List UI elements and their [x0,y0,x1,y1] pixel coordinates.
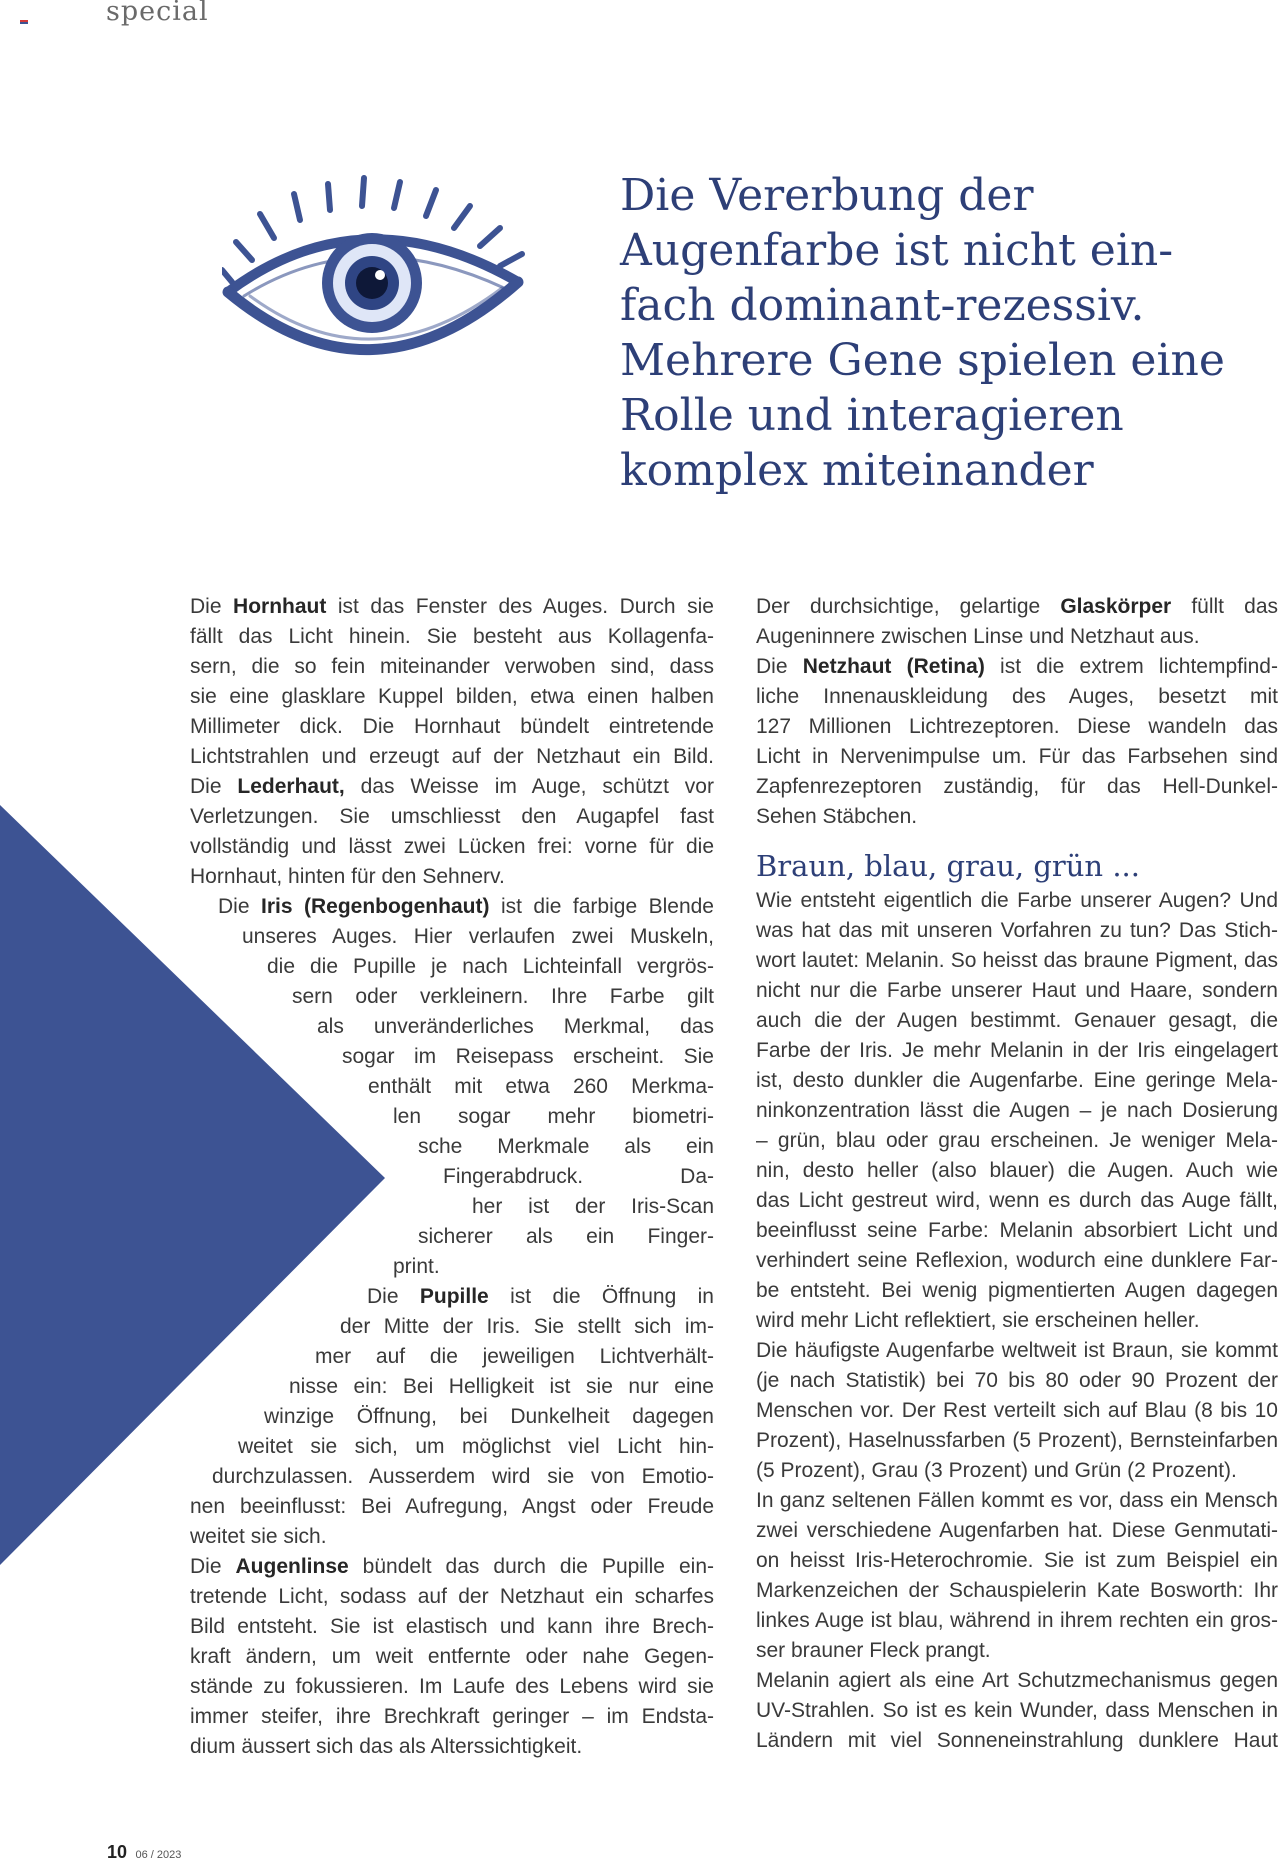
text-segment: Verletzungen. Sie umschliesst den Augapfel fast [190,805,714,828]
bold-term: Netzhaut (Retina) [802,655,985,678]
text-line [756,1216,1278,1246]
text-line [190,1372,714,1402]
text-segment: Millimeter dick. Die Hornhaut bündelt eintretende [190,715,714,738]
text-segment: (je nach Statistik) bei 70 bis 80 oder 90 Prozent der [756,1369,1278,1392]
text-segment: sicherer als ein Finger- [418,1225,714,1248]
text-segment: Augeninnere zwischen Linse und Netzhaut aus. [756,625,1200,648]
text-line [756,886,1278,916]
text-segment: (5 Prozent), Grau (3 Prozent) und Grün (2 Prozent). [756,1459,1237,1482]
text-segment: die die Pupille je nach Lichteinfall vergrös- [267,955,714,978]
text-line [756,1066,1278,1096]
text-segment: winzige Öffnung, bei Dunkelheit dagegen [264,1405,714,1428]
text-line [756,1186,1278,1216]
text-segment: zwei verschiedene Augenfarben hat. Diese Genmutati- [756,1519,1278,1542]
text-segment: nicht nur die Farbe unserer Haut und Haare, sondern [756,979,1278,1002]
left-column [190,592,714,1762]
page-footer [107,1842,181,1863]
text-line [190,1162,714,1192]
text-segment: 127 Millionen Lichtrezeptoren. Diese wandeln das [756,715,1278,738]
text-line [756,1576,1278,1606]
text-segment: sche Merkmale als ein [418,1135,714,1158]
text-segment: das Weisse im Auge, schützt vor [344,775,714,798]
text-line [756,772,1278,802]
text-line [756,1036,1278,1066]
text-segment: nisse ein: Bei Helligkeit ist sie nur eine [289,1375,714,1398]
text-segment: Hornhaut, hinten für den Sehnerv. [190,865,505,888]
text-line [190,1192,714,1222]
text-line [756,1396,1278,1426]
text-line [190,1552,714,1582]
text-line [190,652,714,682]
text-line [190,1102,714,1132]
text-line [190,1582,714,1612]
text-segment: kraft ändern, um weit entfernte oder nahe Gegen- [190,1645,714,1668]
text-segment: als unveränderliches Merkmal, das [317,1015,714,1038]
text-line [756,802,1278,832]
text-line [756,742,1278,772]
text-line [756,1726,1278,1756]
text-segment: Die [367,1285,420,1308]
text-segment: stände zu fokussieren. Im Laufe des Lebens wird sie [190,1675,714,1698]
text-segment: der Mitte der Iris. Sie stellt sich im- [340,1315,714,1338]
text-segment: UV-Strahlen. So ist es kein Wunder, dass Menschen in [756,1699,1278,1722]
text-segment: ist die farbige Blende [489,895,714,918]
text-segment: durchzulassen. Ausserdem wird sie von Emotio- [212,1465,714,1488]
text-segment: verhindert seine Reflexion, wodurch eine dunklere Far- [756,1249,1278,1272]
text-line [756,976,1278,1006]
text-line [190,1132,714,1162]
text-segment: Die häufigste Augenfarbe weltweit ist Braun, sie kommt [756,1339,1278,1362]
text-line [190,1282,714,1312]
text-line [756,622,1278,652]
text-line [756,712,1278,742]
text-segment: wird mehr Licht reflektiert, sie erscheinen heller. [756,1309,1200,1332]
text-segment: fällt das Licht hinein. Sie besteht aus Kollagenfa- [190,625,714,648]
text-line [756,1366,1278,1396]
flag-icon [20,20,28,24]
text-line [756,1156,1278,1186]
bold-term: Hornhaut [233,595,327,618]
bold-term: Glaskörper [1060,595,1172,618]
text-segment: her ist der Iris-Scan [472,1195,714,1218]
text-line [190,862,714,892]
text-line [756,1486,1278,1516]
text-segment: Bild entsteht. Sie ist elastisch und kann ihre Brech- [190,1615,714,1638]
text-line [756,1636,1278,1666]
text-segment: Fingerabdruck. Da- [443,1165,714,1188]
bold-term: Iris (Regenbogenhaut) [260,895,490,918]
text-segment: ninkonzentration lässt die Augen – je nach Dosierung [756,1099,1278,1122]
text-segment: ist die Öffnung in [488,1285,714,1308]
text-segment: Menschen vor. Der Rest verteilt sich auf Blau (8 bis 10 [756,1399,1278,1422]
bold-term: Pupille [419,1285,489,1308]
text-line [190,1522,714,1552]
issue-date: 06 / 2023 [135,1849,182,1861]
text-segment: auch die der Augen bestimmt. Genauer gesagt, die [756,1009,1278,1032]
text-segment: Prozent), Haselnussfarben (5 Prozent), Bernsteinfarben [756,1429,1278,1452]
text-segment: beeinflusst seine Farbe: Melanin absorbiert Licht und [756,1219,1278,1242]
headline-line: Rolle und interagieren [620,390,1124,441]
text-segment: be entsteht. Bei wenig pigmentierten Augen dagegen [756,1279,1278,1302]
text-line [190,1402,714,1432]
text-segment: bündelt das durch die Pupille ein- [348,1555,714,1578]
headline-line: Die Vererbung der [620,170,1034,221]
text-line [190,1072,714,1102]
text-segment: ist das Fenster des Auges. Durch sie [326,595,714,618]
text-segment: In ganz seltenen Fällen kommt es vor, dass ein Mensch [756,1489,1278,1512]
text-line [190,832,714,862]
text-segment: weitet sie sich, um möglichst viel Licht hin- [238,1435,714,1458]
text-line [190,1312,714,1342]
text-segment: enthält mit etwa 260 Merkma- [368,1075,714,1098]
text-segment: len sogar mehr biometri- [393,1105,714,1128]
subheading: Braun, blau, grau, grün ... [756,849,1140,883]
text-segment: ser brauner Fleck prangt. [756,1639,991,1662]
right-column-body [756,886,1278,1756]
text-line [190,1492,714,1522]
text-line [190,1342,714,1372]
text-line [190,622,714,652]
text-line [756,1516,1278,1546]
text-line [756,1006,1278,1036]
text-segment: das Licht gestreut wird, wenn es durch das Auge fällt, [756,1189,1278,1212]
text-segment: – grün, blau oder grau erscheinen. Je weniger Mela- [756,1129,1278,1152]
text-segment: Farbe der Iris. Je mehr Melanin in der Iris eingelagert [756,1039,1278,1062]
text-line [756,592,1278,622]
text-line [190,1462,714,1492]
text-segment: Die [218,895,261,918]
text-line [756,1606,1278,1636]
headline [620,168,1260,498]
text-segment: tretende Licht, sodass auf der Netzhaut ein scharfes [190,1585,714,1608]
text-segment: Lichtstrahlen und erzeugt auf der Netzhaut ein Bild. [190,745,714,768]
text-segment: on heisst Iris-Heterochromie. Sie ist zum Beispiel ein [756,1549,1278,1572]
text-line [190,1732,714,1762]
text-line [190,1222,714,1252]
text-segment: mer auf die jeweiligen Lichtverhält- [315,1345,714,1368]
text-segment: was hat das mit unseren Vorfahren zu tun? Das Stich- [756,919,1278,942]
text-segment: Sehen Stäbchen. [756,805,918,828]
bold-term: Lederhaut, [237,775,345,798]
text-line [190,982,714,1012]
text-line [190,952,714,982]
right-column-intro [756,592,1278,832]
text-segment: ist, desto dunkler die Augenfarbe. Eine geringe Mela- [756,1069,1278,1092]
text-line [190,1672,714,1702]
text-segment: Licht in Nervenimpulse um. Für das Farbsehen sind [756,745,1278,768]
text-line [756,1246,1278,1276]
text-segment: sern oder verkleinern. Ihre Farbe gilt [292,985,714,1008]
text-segment: Der durchsichtige, gelartige [756,595,1061,618]
text-segment: Die [190,1555,236,1578]
eye-highlight [375,270,385,280]
text-line [756,1666,1278,1696]
text-line [190,682,714,712]
headline-line: komplex miteinander [620,445,1094,496]
text-segment: füllt das [1171,595,1278,618]
text-line [756,682,1278,712]
text-line [190,712,714,742]
text-line [190,1012,714,1042]
text-segment: linkes Auge ist blau, während in ihrem rechten ein gros- [756,1609,1278,1632]
text-line [756,1276,1278,1306]
text-segment: Wie entsteht eigentlich die Farbe unserer Augen? Und [756,889,1278,912]
text-segment: unseres Auges. Hier verlaufen zwei Muskeln, [242,925,714,948]
text-line [190,742,714,772]
text-line [756,916,1278,946]
text-segment: wort lautet: Melanin. So heisst das braune Pigment, das [756,949,1278,972]
text-line [190,1612,714,1642]
text-line [190,1042,714,1072]
text-line [756,1126,1278,1156]
text-segment: Die [756,655,803,678]
text-segment: nin, desto heller (also blauer) die Augen. Auch wie [756,1159,1278,1182]
text-line [190,802,714,832]
text-line [190,1252,714,1282]
text-line [756,1456,1278,1486]
text-segment: liche Innenauskleidung des Auges, besetzt mit [756,685,1278,708]
text-line [190,1642,714,1672]
headline-line: Augenfarbe ist nicht ein- [620,225,1174,276]
text-line [190,892,714,922]
text-segment: sern, die so fein miteinander verwoben sind, dass [190,655,714,678]
text-line [190,1432,714,1462]
text-line [756,652,1278,682]
text-line [756,1096,1278,1126]
text-line [190,772,714,802]
headline-line: fach dominant-rezessiv. [620,280,1145,331]
text-segment: ist die extrem lichtempfind- [984,655,1278,678]
text-segment: Ländern mit viel Sonneneinstrahlung dunklere Haut [756,1729,1278,1752]
text-line [190,922,714,952]
text-line [756,1696,1278,1726]
text-line [756,1546,1278,1576]
eye-illustration [222,172,532,362]
text-segment: sogar im Reisepass erscheint. Sie [342,1045,714,1068]
text-segment: vollständig und lässt zwei Lücken frei: vorne für die [190,835,714,858]
section-label: special [106,0,209,27]
text-line [756,1306,1278,1336]
text-line [190,592,714,622]
text-segment: immer steifer, ihre Brechkraft geringer – im Endsta- [190,1705,714,1728]
text-segment: print. [393,1255,440,1278]
text-segment: Melanin agiert als eine Art Schutzmechanismus gegen [756,1669,1278,1692]
page-number: 10 [107,1842,128,1862]
text-segment: Die [190,595,234,618]
text-segment: Markenzeichen der Schauspielerin Kate Bosworth: Ihr [756,1579,1278,1602]
text-segment: nen beeinflusst: Bei Aufregung, Angst oder Freude [190,1495,714,1518]
text-line [190,1702,714,1732]
text-segment: dium äussert sich das als Alterssichtigkeit. [190,1735,583,1758]
text-segment: sie eine glasklare Kuppel bilden, etwa einen halben [190,685,714,708]
text-line [756,946,1278,976]
text-line [756,1336,1278,1366]
text-segment: Zapfenrezeptoren zuständig, für das Hell-Dunkel- [756,775,1278,798]
text-segment: weitet sie sich. [190,1525,327,1548]
text-line [756,1426,1278,1456]
right-column [756,592,1278,1756]
text-segment: Die [190,775,238,798]
headline-line: Mehrere Gene spielen eine [620,335,1225,386]
bold-term: Augenlinse [235,1555,349,1578]
